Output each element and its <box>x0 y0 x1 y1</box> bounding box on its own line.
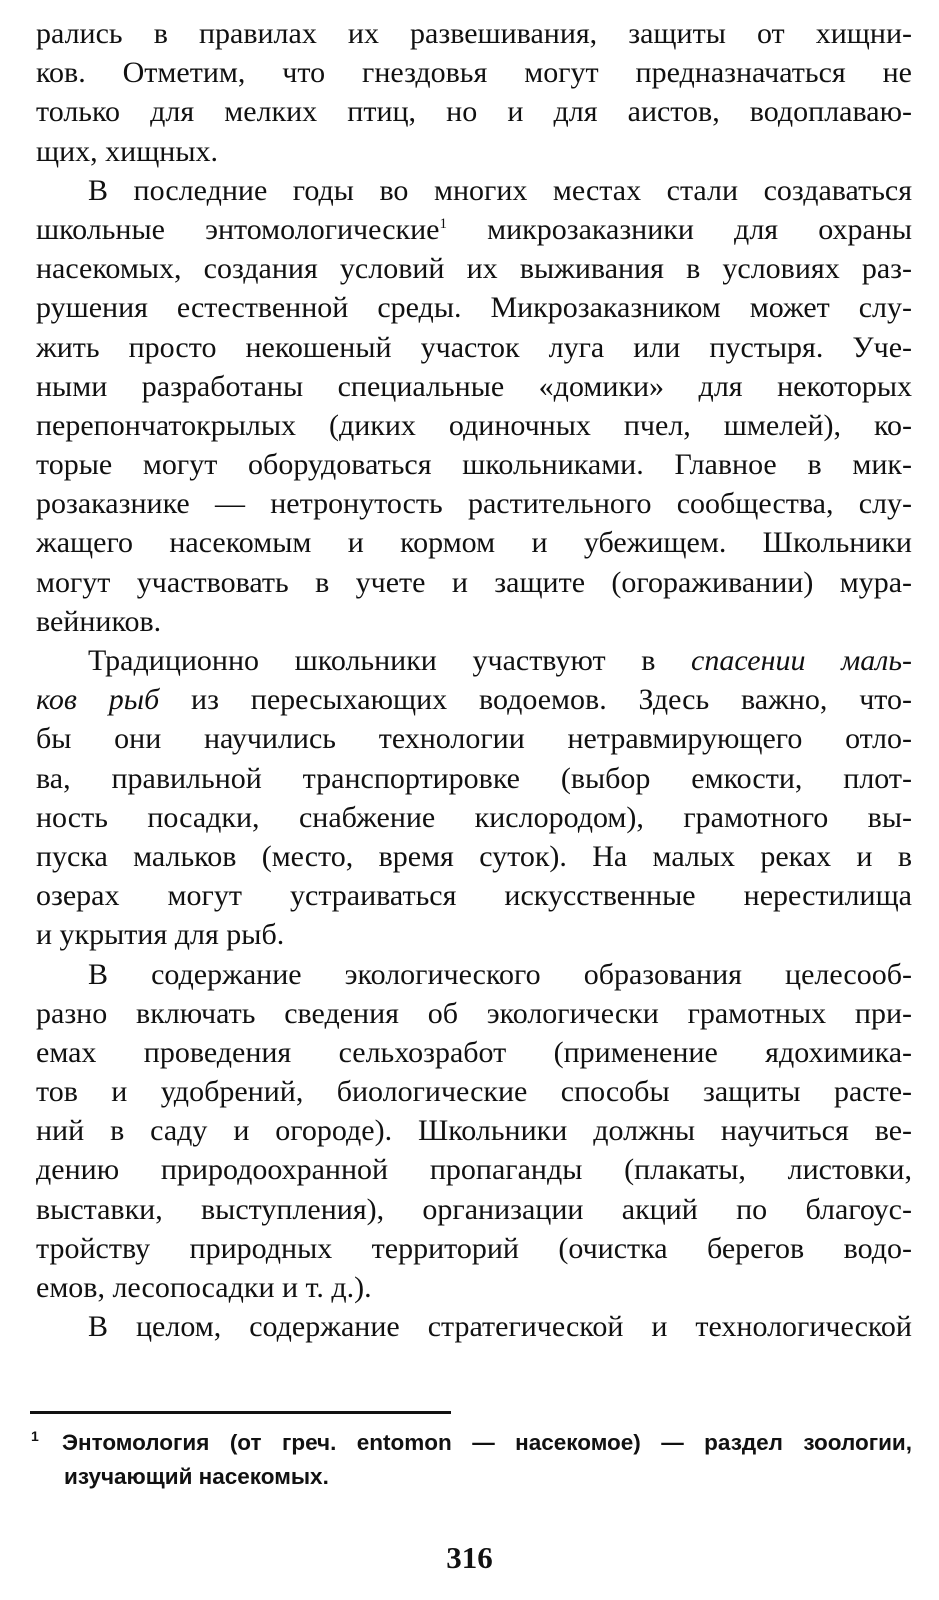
text-line: разно включать сведения об экологически грамотных при- <box>36 996 912 1030</box>
text-line: пуска мальков (место, время суток). На малых реках и в <box>36 839 912 873</box>
text-line: В последние годы во многих местах стали создаваться <box>88 173 912 207</box>
text-line: емов, лесопосадки и т. д.). <box>36 1271 372 1304</box>
footnote-marker: 1 <box>31 1428 39 1444</box>
text-line: розаказнике — нетронутость растительного сообщества, слу- <box>36 487 912 521</box>
text-line: щих, хищных. <box>36 134 219 168</box>
text-line: рушения естественной среды. Микрозаказником может слу- <box>36 291 912 325</box>
text-line: дению природоохранной пропаганды (плакаты, листовки, <box>36 1153 912 1187</box>
text-line <box>36 210 912 249</box>
text-line: ний в саду и огороде). Школьники должны научиться ве- <box>36 1114 912 1148</box>
text-fragment: Традиционно школьники участвуют в <box>88 644 692 677</box>
text-line: В целом, содержание стратегической и технологической <box>88 1310 912 1344</box>
text-line: тов и удобрений, биологические способы защиты расте- <box>36 1075 912 1109</box>
text-line: рались в правилах их развешивания, защиты от хищни- <box>36 17 912 50</box>
text-line: жащего насекомым и кормом и убежищем. Школьники <box>36 526 912 560</box>
text-fragment: микрозаказники для охраны <box>446 212 912 246</box>
main-text <box>36 14 912 1346</box>
text-line: емах проведения сельхозработ (применение ядохимика- <box>36 1035 912 1069</box>
text-line <box>36 680 912 719</box>
text-line: ными разработаны специальные «домики» для некоторых <box>36 369 912 403</box>
text-line: тройству природных территорий (очистка берегов водо- <box>36 1231 912 1265</box>
page-number: 316 <box>446 1540 493 1575</box>
paragraph-1 <box>36 14 912 171</box>
paragraph-3 <box>36 641 912 955</box>
footnote <box>30 1426 912 1494</box>
text-line: и укрытия для рыб. <box>36 918 285 952</box>
footnote-reference: 1 <box>439 215 447 232</box>
text-line: могут участвовать в учете и защите (огораживании) мура- <box>36 565 912 599</box>
footnote-line: Энтомология (от греч. entomon — насекомое) — раздел зоологии, <box>62 1430 912 1455</box>
text-line: перепончатокрылых (диких одиночных пчел, шмелей), ко- <box>36 408 912 442</box>
text-line: только для мелких птиц, но и для аистов, водоплаваю- <box>36 95 912 129</box>
text-line: насекомых, создания условий их выживания в условиях раз- <box>36 252 912 286</box>
paragraph-4 <box>36 955 912 1308</box>
italic-term: ков рыб <box>36 683 160 717</box>
text-line: ва, правильной транспортировке (выбор емкости, плот- <box>36 761 912 795</box>
text-line: вейников. <box>36 604 162 638</box>
text-line: торые могут оборудоваться школьниками. Главное в мик- <box>36 448 912 482</box>
text-line <box>36 641 912 680</box>
footnote-line: изучающий насекомых. <box>64 1464 329 1489</box>
footnote-separator <box>30 1411 451 1414</box>
text-line: выставки, выступления), организации акций по благоус- <box>36 1192 912 1226</box>
paragraph-5 <box>36 1307 912 1346</box>
text-line: жить просто некошеный участок луга или пустыря. Уче- <box>36 330 912 364</box>
text-fragment: из пересыхающих водоемов. Здесь важно, что- <box>159 683 912 717</box>
text-fragment: школьные энтомологические <box>36 212 440 246</box>
text-line: озерах могут устраиваться искусственные нерестилища <box>36 879 912 913</box>
paragraph-2 <box>36 171 912 641</box>
text-line: ков. Отметим, что гнездовья могут предназначаться не <box>36 56 912 90</box>
italic-term: спасении маль- <box>691 644 912 677</box>
text-line: В содержание экологического образования целесооб- <box>88 957 912 991</box>
text-line: бы они научились технологии нетравмирующего отло- <box>36 722 912 756</box>
text-line: ность посадки, снабжение кислородом), грамотного вы- <box>36 800 912 834</box>
